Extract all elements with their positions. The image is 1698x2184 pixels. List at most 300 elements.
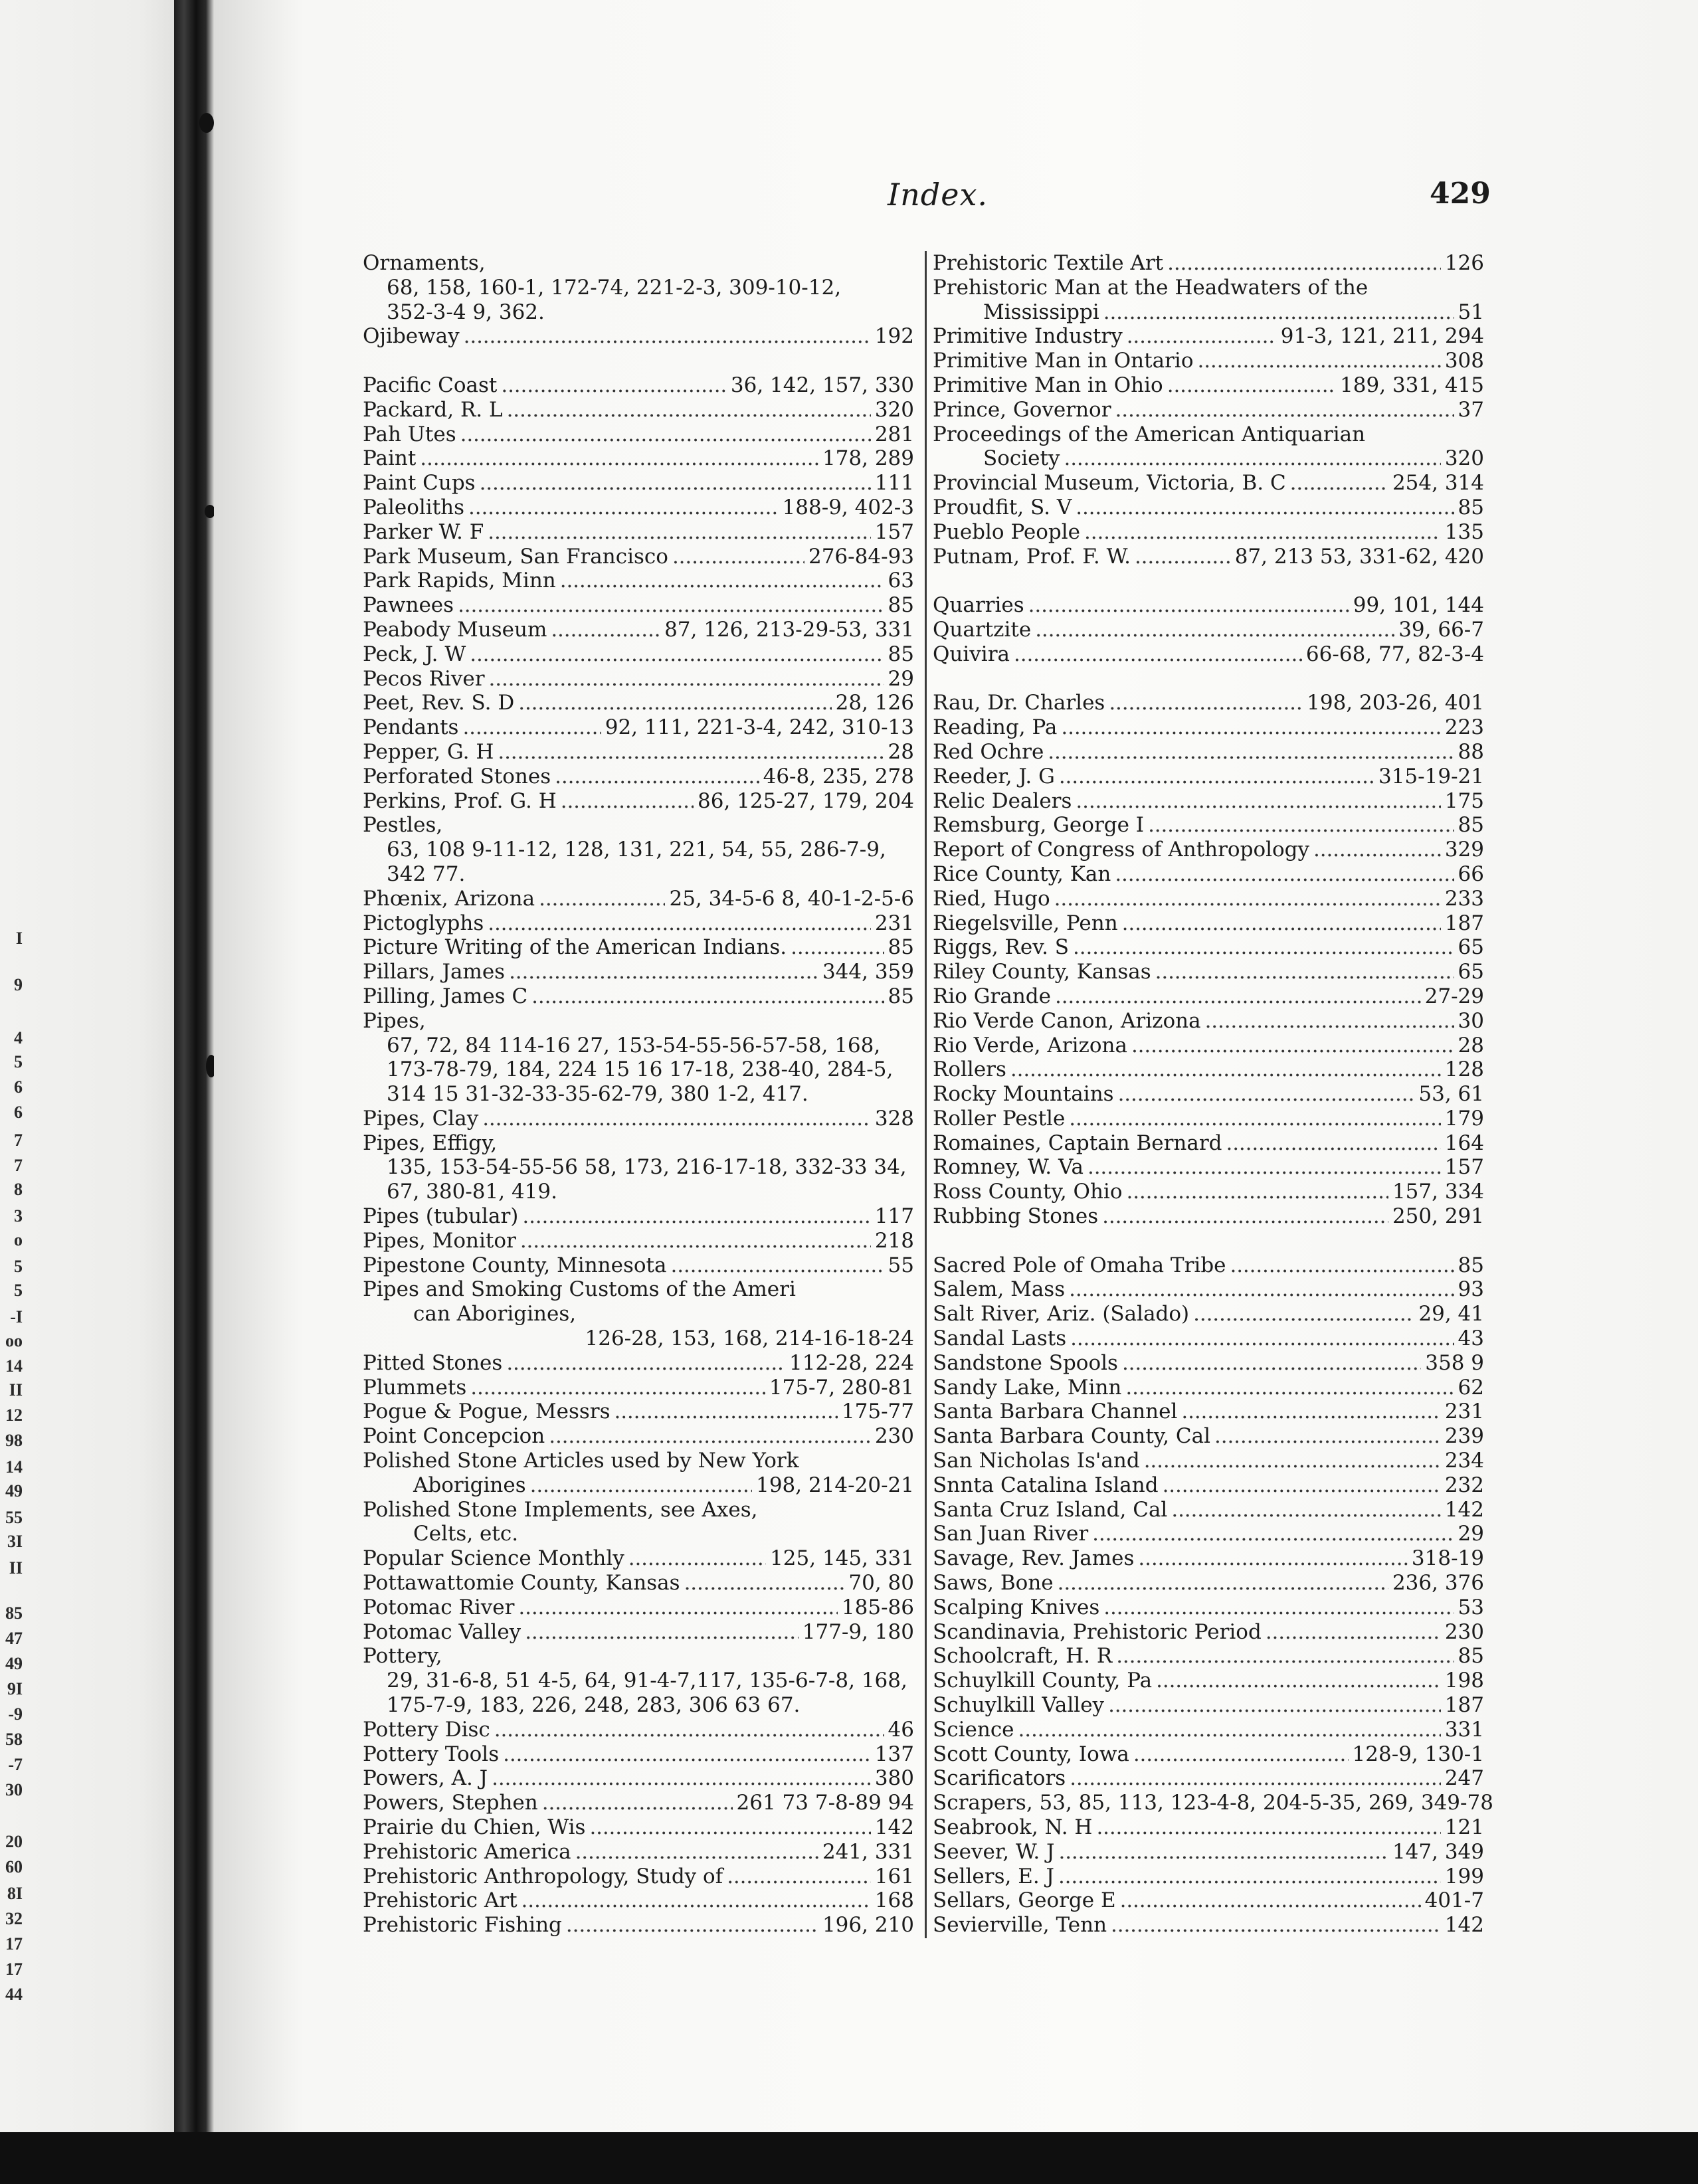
- dot-leader: [420, 446, 818, 471]
- entry-term: Pipestone County, Minnesota: [363, 1253, 667, 1277]
- index-entry: Prehistoric Man at the Headwaters of the: [933, 275, 1368, 300]
- index-entry: [363, 691, 914, 715]
- index-entry: [363, 667, 914, 691]
- entry-term: Sandy Lake, Minn: [933, 1375, 1122, 1400]
- index-entry: [933, 1155, 1484, 1180]
- entry-term: Sacred Pole of Omaha Tribe: [933, 1253, 1226, 1277]
- previous-page-fragment: 8: [14, 1180, 23, 1199]
- entry-pages: 126: [1444, 251, 1484, 275]
- entry-pages: 85: [888, 642, 914, 666]
- entry-pages: 121: [1444, 1815, 1484, 1839]
- entry-term: Powers, A. J: [363, 1766, 488, 1791]
- entry-pages: 320: [1444, 446, 1484, 471]
- dot-leader: [1131, 1034, 1454, 1058]
- entry-pages: 142: [874, 1815, 914, 1839]
- dot-leader: [1076, 496, 1454, 520]
- index-entry: [363, 1571, 914, 1595]
- previous-page-fragment: II: [9, 1380, 23, 1400]
- entry-pages: 231: [874, 911, 914, 935]
- entry-term: Riley County, Kansas: [933, 960, 1151, 984]
- entry-pages: 147, 349: [1392, 1839, 1484, 1864]
- dot-leader: [470, 1376, 765, 1400]
- index-entry: [363, 446, 914, 471]
- index-entry: [363, 324, 914, 349]
- previous-page-fragment: 5: [14, 1257, 23, 1276]
- entry-pages: 188-9, 402-3: [782, 495, 914, 519]
- previous-page-fragment: 60: [5, 1857, 23, 1876]
- entry-pages-line: 126-28, 153, 168, 214-16-18-24: [585, 1326, 914, 1351]
- index-entry: [363, 618, 914, 642]
- dot-leader: [480, 471, 871, 496]
- index-entry: [933, 1473, 1484, 1498]
- dot-leader: [468, 496, 779, 520]
- dot-leader: [1109, 691, 1303, 715]
- dot-leader: [1103, 1595, 1454, 1620]
- entry-term: Pottery Disc: [363, 1717, 490, 1742]
- dot-leader: [494, 1718, 884, 1742]
- index-entry: [933, 618, 1484, 642]
- entry-term: Riggs, Rev. S: [933, 935, 1070, 960]
- dot-leader: [551, 618, 660, 642]
- previous-page-fragment: II: [9, 1558, 23, 1578]
- entry-pages: 331: [1444, 1717, 1484, 1742]
- dot-leader: [488, 520, 871, 545]
- previous-page-fragment: 30: [5, 1780, 23, 1799]
- entry-term: Pipes, Clay: [363, 1106, 479, 1131]
- entry-term: Santa Barbara County, Cal: [933, 1424, 1211, 1449]
- entry-pages: 358 9: [1425, 1350, 1484, 1375]
- entry-pages: 85: [1458, 1253, 1484, 1277]
- entry-pages: 128: [1444, 1057, 1484, 1082]
- entry-term: Peabody Museum: [363, 617, 547, 642]
- entry-term: Packard, R. L: [363, 397, 503, 422]
- entry-pages: 111: [874, 471, 914, 496]
- entry-pages: 85: [888, 935, 914, 960]
- index-entry: [363, 1204, 914, 1229]
- entry-term: Ross County, Ohio: [933, 1180, 1123, 1204]
- entry-term: Prehistoric America: [363, 1839, 571, 1864]
- dot-leader: [501, 373, 727, 398]
- dot-leader: [1111, 1913, 1441, 1938]
- entry-term: Sandstone Spools: [933, 1350, 1118, 1375]
- scanner-bottom-edge: [0, 2132, 1698, 2184]
- dot-leader: [1167, 373, 1336, 398]
- index-entry: [363, 251, 914, 276]
- entry-pages: 99, 101, 144: [1353, 593, 1484, 618]
- index-entry: [933, 1131, 1484, 1156]
- entry-term: Schoolcraft, H. R: [933, 1644, 1113, 1669]
- dot-leader: [531, 984, 884, 1009]
- entry-pages: 231: [1444, 1400, 1484, 1424]
- dot-leader: [670, 1253, 884, 1278]
- entry-term: Romaines, Captain Bernard: [933, 1131, 1222, 1155]
- entry-pages: 320: [874, 397, 914, 422]
- index-entry: [363, 1766, 914, 1791]
- index-entry: [933, 887, 1484, 911]
- dot-leader: [1076, 789, 1440, 814]
- dot-leader: [628, 1546, 766, 1571]
- entry-subline: 342 77.: [387, 862, 466, 886]
- entry-term: Science: [933, 1717, 1014, 1742]
- entry-term: Sellers, E. J: [933, 1864, 1054, 1888]
- dot-leader: [518, 691, 831, 715]
- entry-term: Prehistoric Art: [363, 1888, 518, 1913]
- dot-leader: [1163, 1473, 1441, 1498]
- index-entry: [933, 1815, 1484, 1840]
- index-entry: [933, 789, 1484, 814]
- entry-term: Quartzite: [933, 617, 1032, 642]
- entry-pages: 177-9, 180: [802, 1619, 914, 1644]
- entry-term: Roller Pestle: [933, 1106, 1066, 1131]
- entry-term: Pipes, Effigy,: [363, 1131, 498, 1155]
- previous-page-fragment: 5: [14, 1281, 23, 1300]
- entry-pages: 135: [1444, 519, 1484, 544]
- dot-leader: [1069, 1277, 1454, 1302]
- index-entry: [363, 1718, 914, 1742]
- dot-leader: [509, 960, 818, 984]
- index-entry: [933, 1326, 1484, 1351]
- entry-term: Riegelsville, Penn: [933, 911, 1118, 935]
- index-entry: [933, 1766, 1484, 1791]
- index-entry: [933, 251, 1484, 276]
- dot-leader: [566, 1913, 818, 1938]
- entry-pages: 230: [874, 1424, 914, 1449]
- dot-leader: [1122, 1351, 1421, 1376]
- entry-pages: 65: [1458, 935, 1484, 960]
- entry-pages: 187: [1444, 1693, 1484, 1718]
- entry-term: Park Museum, San Francisco: [363, 544, 668, 569]
- index-entry: [933, 1888, 1484, 1913]
- index-entry: [363, 911, 914, 936]
- dot-leader: [1127, 324, 1277, 349]
- dot-leader: [1290, 471, 1388, 496]
- index-entry: [933, 520, 1484, 545]
- entry-pages: 164: [1444, 1131, 1484, 1155]
- entry-term: Snnta Catalina Island: [933, 1473, 1159, 1497]
- index-entry: [933, 1057, 1484, 1082]
- index-entry: [363, 813, 914, 838]
- previous-page-fragment: 8I: [7, 1884, 23, 1903]
- dot-leader: [1103, 300, 1454, 325]
- entry-term: Prehistoric Textile Art: [933, 251, 1164, 275]
- index-entry: [933, 1913, 1484, 1938]
- index-entry: [933, 471, 1484, 496]
- index-entry: [933, 398, 1484, 422]
- entry-pages: 218: [874, 1228, 914, 1253]
- entry-pages: 254, 314: [1392, 471, 1484, 496]
- previous-page-fragment: 85: [5, 1603, 23, 1623]
- entry-term: Pipes, Monitor: [363, 1228, 516, 1253]
- entry-pages: 63: [888, 569, 914, 593]
- previous-page-fragment: 5: [14, 1052, 23, 1071]
- entry-term: Saws, Bone: [933, 1571, 1054, 1595]
- index-entry: [363, 1644, 914, 1669]
- entry-term: Primitive Man in Ohio: [933, 373, 1163, 397]
- dot-leader: [1010, 1057, 1441, 1082]
- dot-leader: [1205, 1009, 1454, 1034]
- binding-mark: [199, 113, 214, 133]
- entry-term: Pottawattomie County, Kansas: [363, 1571, 680, 1595]
- index-entry: [933, 935, 1484, 960]
- dot-leader: [498, 740, 884, 765]
- previous-page-fragment: I: [15, 929, 23, 948]
- entry-pages: 157, 334: [1392, 1180, 1484, 1204]
- dot-leader: [561, 789, 694, 814]
- entry-term: Rubbing Stones: [933, 1204, 1099, 1229]
- entry-pages: 198, 214-20-21: [756, 1473, 914, 1497]
- section-gap: [933, 667, 1484, 691]
- entry-term: Report of Congress of Anthropology: [933, 838, 1310, 862]
- entry-pages: 85: [888, 593, 914, 618]
- entry-pages: 125, 145, 331: [770, 1546, 914, 1571]
- index-entry: [363, 984, 914, 1009]
- entry-pages: 87, 213 53, 331-62, 420: [1234, 544, 1484, 569]
- index-entry: [363, 715, 914, 740]
- entry-term: San Juan River: [933, 1522, 1089, 1546]
- entry-pages: 51: [1458, 300, 1484, 324]
- index-entry: [363, 1815, 914, 1840]
- entry-term: Remsburg, George I: [933, 813, 1145, 838]
- entry-term: Reeder, J. G: [933, 764, 1055, 788]
- entry-term: Scott County, Iowa: [933, 1742, 1129, 1766]
- dot-leader: [520, 1229, 871, 1253]
- entry-pages: 29: [1458, 1522, 1484, 1546]
- index-entry: [933, 740, 1484, 765]
- entry-pages: 261 73 7-8-89 94: [736, 1791, 914, 1815]
- index-entry: [933, 1546, 1484, 1571]
- entry-subline: Celts, etc.: [413, 1522, 519, 1546]
- entry-term: Scarificators: [933, 1766, 1066, 1791]
- entry-pages: 308: [1444, 349, 1484, 373]
- index-entry: [933, 1034, 1484, 1058]
- entry-term: Pah Utes: [363, 422, 456, 446]
- dot-leader: [507, 398, 871, 422]
- entry-term: Pendants: [363, 715, 459, 740]
- dot-leader: [464, 324, 871, 349]
- dot-leader: [1055, 984, 1421, 1009]
- dot-leader: [518, 1595, 837, 1620]
- entry-term: Mississippi: [983, 300, 1099, 324]
- index-entry: [363, 1595, 914, 1620]
- entry-term: Pecos River: [363, 666, 485, 691]
- dot-leader: [1127, 1180, 1388, 1204]
- previous-page-fragment: 44: [5, 1985, 23, 2004]
- dot-leader: [1073, 935, 1454, 960]
- entry-term: Rice County, Kan: [933, 862, 1111, 886]
- entry-pages: 66-68, 77, 82-3-4: [1305, 642, 1484, 666]
- dot-leader: [522, 1204, 870, 1229]
- entry-term: Paint Cups: [363, 471, 476, 496]
- entry-term: Pitted Stones: [363, 1350, 503, 1375]
- entry-term: Quivira: [933, 642, 1010, 666]
- entry-pages: 46-8, 235, 278: [763, 764, 914, 788]
- index-column-right: [933, 251, 1493, 1938]
- entry-term: Provincial Museum, Victoria, B. C: [933, 471, 1286, 496]
- previous-page-fragment: 49: [5, 1654, 23, 1673]
- index-entry-continuation: [363, 1473, 914, 1498]
- index-entry: [363, 1131, 914, 1156]
- entry-pages: 93: [1458, 1277, 1484, 1302]
- entry-term: Rau, Dr. Charles: [933, 691, 1105, 715]
- entry-pages: 53, 61: [1418, 1082, 1484, 1107]
- index-entry: [363, 1913, 914, 1938]
- dot-leader: [727, 1865, 871, 1889]
- entry-pages: 43: [1458, 1326, 1484, 1351]
- entry-term: Paint: [363, 446, 417, 471]
- entry-term: Pawnees: [363, 593, 454, 618]
- entry-subline: 67, 380-81, 419.: [387, 1180, 557, 1204]
- dot-leader: [672, 545, 804, 569]
- dot-leader: [1018, 1718, 1441, 1742]
- entry-pages: 236, 376: [1392, 1571, 1484, 1595]
- entry-pages: 175-7, 280-81: [769, 1375, 914, 1400]
- index-entry: [933, 691, 1484, 715]
- dot-leader: [1064, 446, 1441, 471]
- entry-subline: can Aborigines,: [413, 1302, 577, 1326]
- index-entry: [933, 911, 1484, 936]
- dot-leader: [1138, 1546, 1408, 1571]
- index-entry: [363, 740, 914, 765]
- index-entry: [933, 373, 1484, 398]
- entry-pages: 91-3, 121, 211, 294: [1280, 324, 1484, 349]
- entry-subline: 68, 158, 160-1, 172-74, 221-2-3, 309-10-12,: [387, 275, 842, 300]
- entry-term: Reading, Pa: [933, 715, 1058, 740]
- entry-pages: 85: [1458, 1644, 1484, 1669]
- dot-leader: [460, 422, 871, 447]
- entry-pages: 329: [1444, 838, 1484, 862]
- index-entry: [933, 765, 1484, 789]
- entry-pages: 70, 80: [848, 1571, 914, 1595]
- entry-term: Quarries: [933, 593, 1024, 618]
- dot-leader: [482, 1107, 871, 1131]
- entry-term: Schuylkill Valley: [933, 1693, 1105, 1718]
- index-entry: [933, 862, 1484, 887]
- index-entry: [933, 1620, 1484, 1645]
- dot-leader: [1313, 838, 1441, 862]
- entry-pages: 281: [874, 422, 914, 446]
- previous-page-fragment: -7: [8, 1755, 23, 1774]
- entry-subline: 135, 153-54-55-56 58, 173, 216-17-18, 332-33 34,: [387, 1155, 907, 1180]
- dot-leader: [1155, 960, 1454, 984]
- index-entry: [363, 1351, 914, 1376]
- index-entry: Polished Stone Implements, see Axes,: [363, 1497, 758, 1522]
- entry-term: Relic Dealers: [933, 788, 1072, 813]
- entry-term: Rollers: [933, 1057, 1006, 1082]
- entry-term: Scalping Knives: [933, 1595, 1100, 1619]
- dot-leader: [1133, 1742, 1349, 1767]
- entry-term: Putnam, Prof. F. W.: [933, 544, 1131, 569]
- dot-leader: [1144, 1449, 1441, 1473]
- page-number: 429: [1430, 177, 1491, 211]
- entry-pages: 247: [1444, 1766, 1484, 1791]
- previous-page-fragment: -9: [8, 1704, 23, 1724]
- entry-pages: 36, 142, 157, 330: [730, 373, 914, 397]
- dot-leader: [503, 1742, 871, 1767]
- index-entry: [933, 1107, 1484, 1131]
- dot-leader: [1059, 765, 1374, 789]
- index-entry: Proceedings of the American Antiquarian: [933, 422, 1366, 446]
- index-entry: [933, 1498, 1484, 1522]
- dot-leader: [1069, 1107, 1441, 1131]
- index-entry: [363, 1865, 914, 1889]
- entry-term: Pacific Coast: [363, 373, 498, 397]
- index-entry: [363, 1107, 914, 1131]
- index-entry: [363, 1742, 914, 1767]
- entry-term: Potomac River: [363, 1595, 515, 1619]
- entry-pages: 39, 66-7: [1398, 617, 1484, 642]
- previous-page-fragment: 20: [5, 1832, 23, 1851]
- entry-subline: 173-78-79, 184, 224 15 16 17-18, 238-40, 284-5,: [387, 1057, 894, 1082]
- entry-pages: 117: [874, 1204, 914, 1229]
- entry-subline: 314 15 31-32-33-35-62-79, 380 1-2, 417.: [387, 1082, 808, 1107]
- entry-pages: 55: [888, 1253, 914, 1277]
- index-entry: [933, 1253, 1484, 1278]
- previous-page-fragment: 9: [14, 975, 23, 994]
- index-entry: [933, 1400, 1484, 1424]
- entry-term: Ojibeway: [363, 324, 460, 349]
- dot-leader: [589, 1815, 870, 1840]
- previous-page-fragment: 58: [5, 1730, 23, 1749]
- dot-leader: [1120, 1888, 1421, 1913]
- entry-pages: 250, 291: [1392, 1204, 1484, 1229]
- entry-pages: 239: [1444, 1424, 1484, 1449]
- index-entry: [933, 813, 1484, 838]
- previous-page-fragment: 12: [5, 1406, 23, 1425]
- entry-pages: 142: [1444, 1497, 1484, 1522]
- index-entry: [933, 1351, 1484, 1376]
- index-entry: [363, 789, 914, 814]
- index-entry: [933, 1693, 1484, 1718]
- entry-pages: 28: [1458, 1033, 1484, 1057]
- previous-page-fragment: 49: [5, 1481, 23, 1501]
- index-entry: [363, 1229, 914, 1253]
- entry-term: Perkins, Prof. G. H: [363, 788, 557, 813]
- entry-term: Society: [983, 446, 1060, 471]
- dot-leader: [506, 1351, 785, 1376]
- entry-term: Powers, Stephen: [363, 1791, 538, 1815]
- index-column-left: [363, 251, 914, 1938]
- entry-term: Prince, Governor: [933, 397, 1111, 422]
- entry-term: Pipes (tubular): [363, 1204, 519, 1229]
- entry-pages: 328: [874, 1106, 914, 1131]
- entry-pages: 88: [1458, 739, 1484, 764]
- dot-leader: [458, 593, 884, 618]
- index-entry: [363, 373, 914, 398]
- entry-pages: 230: [1444, 1619, 1484, 1644]
- entry-term: Paleoliths: [363, 495, 465, 519]
- index-entry-continuation: [933, 446, 1484, 471]
- dot-leader: [1092, 1522, 1454, 1546]
- entry-term: Primitive Industry: [933, 324, 1123, 349]
- dot-leader: [1059, 1840, 1388, 1865]
- entry-pages: 179: [1444, 1106, 1484, 1131]
- entry-term: Park Rapids, Minn: [363, 569, 556, 593]
- index-entry: [933, 1840, 1484, 1865]
- dot-leader: [525, 1620, 799, 1645]
- dot-leader: [1108, 1693, 1441, 1718]
- entry-pages: 175-77: [841, 1400, 914, 1424]
- entry-pages: 318-19: [1411, 1546, 1484, 1571]
- entry-term: Pepper, G. H: [363, 739, 494, 764]
- entry-term: Scandinavia, Prehistoric Period: [933, 1619, 1262, 1644]
- dot-leader: [488, 911, 871, 936]
- dot-leader: [1084, 520, 1441, 545]
- index-entry: [363, 593, 914, 618]
- dot-leader: [489, 667, 884, 691]
- entry-term: Peck, J. W: [363, 642, 466, 666]
- book-gutter: [174, 0, 214, 2184]
- entry-pages: 28, 126: [835, 691, 914, 715]
